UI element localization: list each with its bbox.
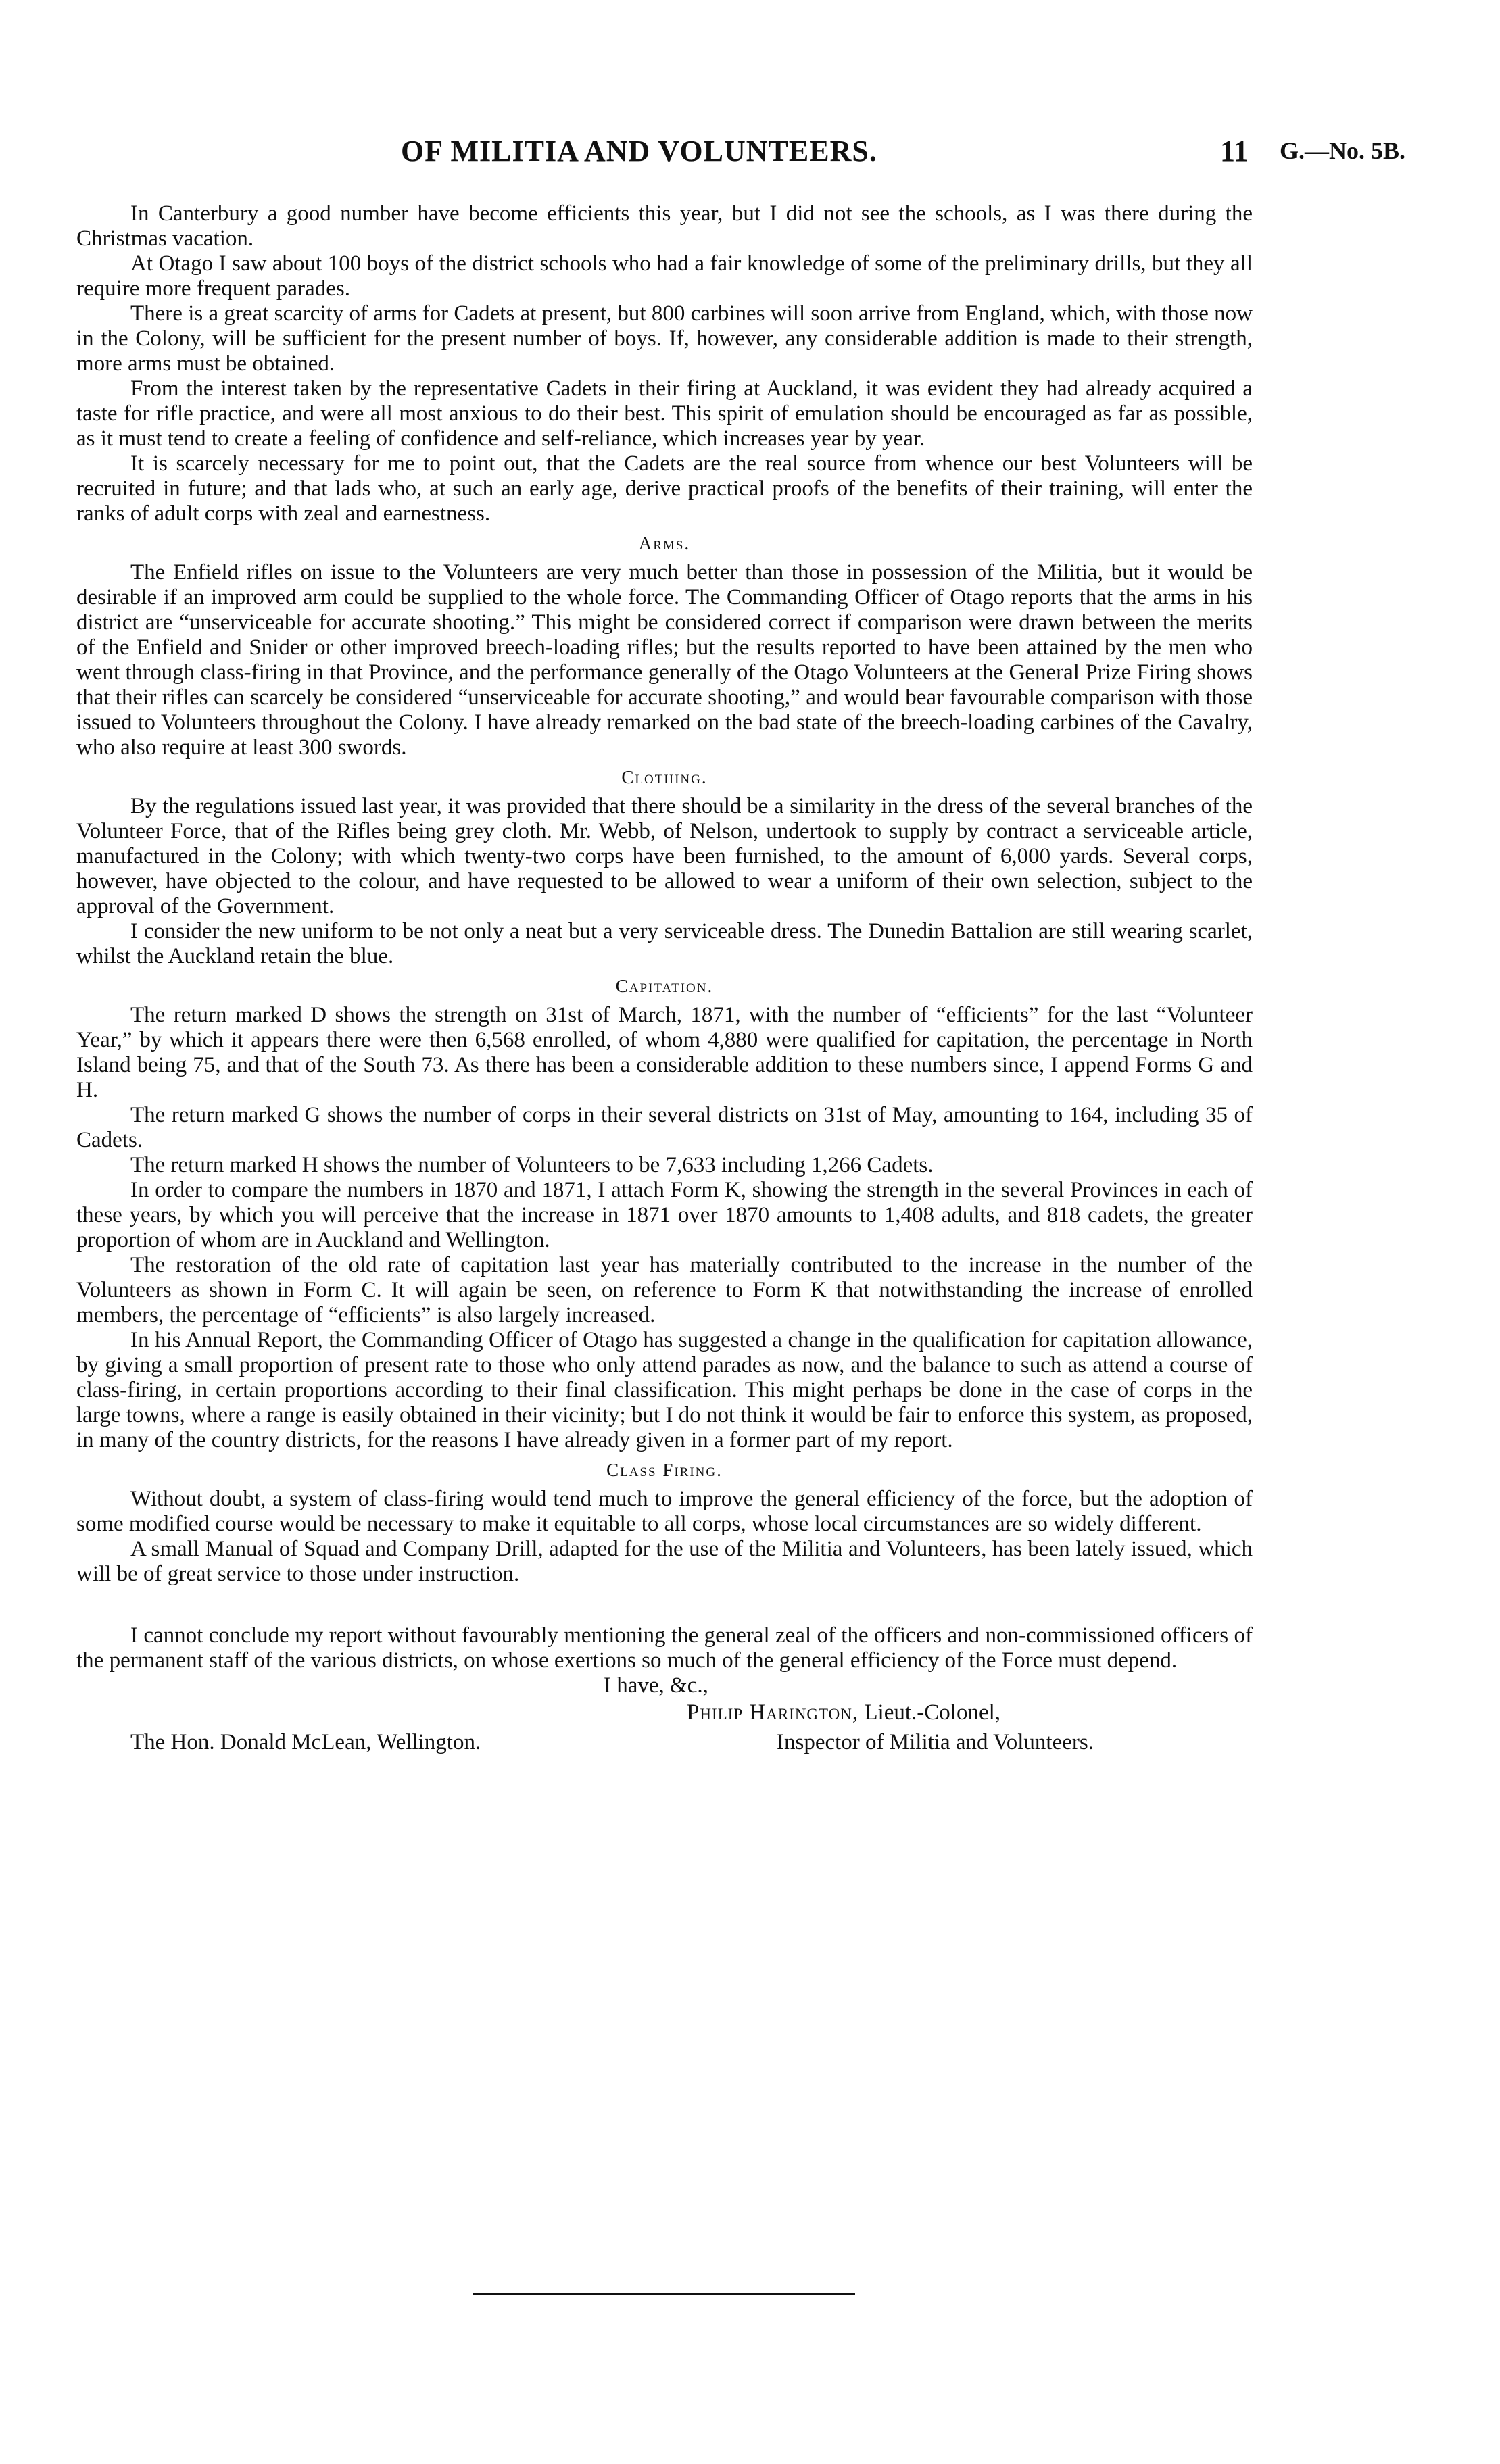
signatory-rank: Lieut.-Colonel, bbox=[864, 1700, 1001, 1725]
paragraph: In order to compare the numbers in 1870 and 1871, I attach Form K, showing the strength in the several Provinces in each of these years, by which you will perceive that the increase in 1871 over 1870 amounts to 1,408 adults, and 818 cadets, the greater proportion of whom are in Auckland and Wellington. bbox=[76, 1178, 1253, 1252]
section-heading-class-firing: Class Firing. bbox=[606, 1460, 723, 1480]
paragraph: The restoration of the old rate of capitation last year has materially contributed to the increase in the number of the Volunteers as shown in Form C. It will again be seen, on reference to Form K that notwithstanding the increase of enrolled members, the percentage of “efficients” is also largely increased. bbox=[76, 1253, 1253, 1327]
running-title: OF MILITIA AND VOLUNTEERS. bbox=[401, 134, 877, 168]
paragraph: The return marked G shows the number of corps in their several districts on 31st of May, amounting to 164, including 35 of Cadets. bbox=[76, 1103, 1253, 1152]
signatory-name: Philip Harington, bbox=[687, 1700, 859, 1725]
closing-rule bbox=[473, 2293, 855, 2295]
section-heading-capitation: Capitation. bbox=[615, 976, 714, 996]
page-number: 11 bbox=[1220, 134, 1249, 168]
section-heading-clothing: Clothing. bbox=[621, 767, 708, 787]
paragraph: At Otago I saw about 100 boys of the district schools who had a fair knowledge of some of the preliminary drills, but they all require more frequent parades. bbox=[76, 251, 1253, 301]
arms-section bbox=[76, 532, 1253, 760]
paragraph: The return marked D shows the strength on 31st of March, 1871, with the number of “efficients” for the last “Volunteer Year,” by which it appears there were then 6,568 enrolled, of whom 4,880 were qualified for capitation, the percentage in North Island being 75, and that of the South 73. As there has been a considerable addition to these numbers since, I append Forms G and H. bbox=[76, 1003, 1253, 1102]
document-reference: G.—No. 5B. bbox=[1280, 137, 1406, 164]
closing-salutation: I have, &c., bbox=[604, 1673, 708, 1698]
paragraph: Without doubt, a system of class-firing would tend much to improve the general efficiency of the force, but the adoption of some modified course would be necessary to make it equitable to all corps, whose local circumstances are so widely different. bbox=[76, 1487, 1253, 1536]
class-firing-section bbox=[76, 1458, 1253, 1587]
paragraph: I consider the new uniform to be not only a neat but a very serviceable dress. The Dunedin Battalion are still wearing scarlet, whilst the Auckland retain the blue. bbox=[76, 919, 1253, 968]
section-heading-arms: Arms. bbox=[638, 533, 691, 553]
paragraph: A small Manual of Squad and Company Drill, adapted for the use of the Militia and Volunteers, has been lately issued, which will be of great service to those under instruction. bbox=[76, 1537, 1253, 1586]
paragraph: The Enfield rifles on issue to the Volunteers are very much better than those in possession of the Militia, but it would be desirable if an improved arm could be supplied to the whole force. The Commanding Officer of Otago reports that the arms in his district are “unserviceable for accurate shooting.” This might be considered correct if comparison were drawn between the merits of the Enfield and Snider or other improved breech-loading rifles; but the results reported to have been attained by the men who went through class-firing in that Province, and the performance generally of the Otago Volunteers at the General Prize Firing shows that their rifles can scarcely be considered “unserviceable for accurate shooting,” and would bear favourable comparison with those issued to Volunteers throughout the Colony. I have already remarked on the bad state of the breech-loading carbines of the Cavalry, who also require at least 300 swords. bbox=[76, 560, 1253, 760]
signatory-line bbox=[687, 1700, 1000, 1725]
paragraph: It is scarcely necessary for me to point out, that the Cadets are the real source from whence our best Volunteers will be recruited in future; and that lads who, at such an early age, derive practical proofs of the benefits of their training, will enter the ranks of adult corps with zeal and earnestness. bbox=[76, 451, 1253, 526]
paragraph: By the regulations issued last year, it was provided that there should be a similarity in the dress of the several branches of the Volunteer Force, that of the Rifles being grey cloth. Mr. Webb, of Nelson, undertook to supply by contract a serviceable article, manufactured in the Colony; with which twenty-two corps have been furnished, to the amount of 6,000 yards. Several corps, however, have objected to the colour, and have requested to be allowed to wear a uniform of their own selection, subject to the approval of the Government. bbox=[76, 794, 1253, 918]
concluding-paragraph: I cannot conclude my report without favourably mentioning the general zeal of the officers and non-commissioned officers of the permanent staff of the various districts, on whose exertions so much of the general efficiency of the Force must depend. bbox=[76, 1623, 1253, 1673]
signature-block bbox=[76, 1673, 1253, 1787]
paragraph: From the interest taken by the representative Cadets in their firing at Auckland, it was evident they had already acquired a taste for rifle practice, and were all most anxious to do their best. This spirit of emulation should be encouraged as far as possible, as it must tend to create a feeling of confidence and self-reliance, which increases year by year. bbox=[76, 376, 1253, 451]
paragraph: In Canterbury a good number have become efficients this year, but I did not see the schools, as I was there during the Christmas vacation. bbox=[76, 201, 1253, 251]
paragraph: The return marked H shows the number of Volunteers to be 7,633 including 1,266 Cadets. bbox=[130, 1153, 934, 1177]
clothing-section bbox=[76, 766, 1253, 969]
signatory-office: Inspector of Militia and Volunteers. bbox=[777, 1730, 1094, 1754]
paragraph: There is a great scarcity of arms for Cadets at present, but 800 carbines will soon arrive from England, which, with those now in the Colony, will be sufficient for the present number of boys. If, however, any considerable addition is made to their strength, more arms must be obtained. bbox=[76, 301, 1253, 376]
capitation-section bbox=[76, 975, 1253, 1453]
addressee: The Hon. Donald McLean, Wellington. bbox=[130, 1730, 481, 1754]
report-body bbox=[76, 201, 1253, 1787]
section-spacer bbox=[76, 1587, 1253, 1623]
page-header bbox=[0, 134, 1500, 181]
paragraph: In his Annual Report, the Commanding Officer of Otago has suggested a change in the qualification for capitation allowance, by giving a small proportion of present rate to those who only attend parades as now, and the balance to such as attend a course of class-firing, in certain proportions according to their final classification. This might perhaps be done in the case of corps in the large towns, where a range is easily obtained in their vicinity; but I do not think it would be fair to enforce this system, as proposed, in many of the country districts, for the reasons I have already given in a former part of my report. bbox=[76, 1328, 1253, 1452]
cadets-section bbox=[76, 201, 1253, 526]
